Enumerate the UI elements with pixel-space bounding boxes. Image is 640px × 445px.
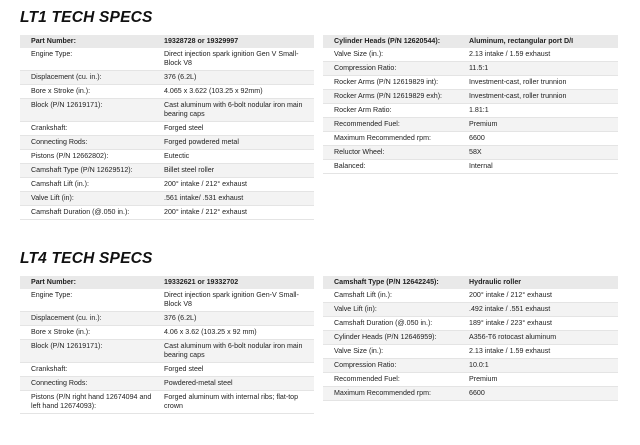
spec-value: 4.065 x 3.622 (103.25 x 92mm)	[160, 85, 314, 99]
spec-row	[20, 178, 314, 192]
spec-row	[20, 206, 314, 220]
spec-value: 200° intake / 212° exhaust	[160, 206, 314, 220]
spec-value: Cast aluminum with 6-bolt nodular iron main bearing caps	[160, 340, 314, 363]
spec-label: Camshaft Type (P/N 12642245):	[323, 276, 465, 289]
spec-value: 376 (6.2L)	[160, 71, 314, 85]
spec-value: 11.5:1	[465, 62, 618, 76]
spec-label: Rocker Arms (P/N 12619829 int):	[323, 76, 465, 90]
spec-header-row	[20, 276, 314, 289]
spec-value: Hydraulic roller	[465, 276, 618, 289]
lt1-specs-table-left	[20, 35, 314, 220]
spec-value: Direct injection spark ignition Gen-V Small-Block V8	[160, 289, 314, 312]
spec-label: Block (P/N 12619171):	[20, 99, 160, 122]
spec-label: Crankshaft:	[20, 363, 160, 377]
spec-row	[323, 146, 618, 160]
spec-row	[323, 359, 618, 373]
lt4-specs-table-right	[323, 276, 618, 401]
spec-value: 6600	[465, 387, 618, 401]
spec-header-row	[20, 35, 314, 48]
spec-value: 19332621 or 19332702	[160, 276, 314, 289]
spec-label: Part Number:	[20, 35, 160, 48]
spec-label: Part Number:	[20, 276, 160, 289]
spec-row	[20, 48, 314, 71]
spec-value: 2.13 intake / 1.59 exhaust	[465, 48, 618, 62]
spec-value: Investment-cast, roller trunnion	[465, 90, 618, 104]
spec-label: Connecting Rods:	[20, 377, 160, 391]
spec-value: Internal	[465, 160, 618, 174]
spec-value: Eutectic	[160, 150, 314, 164]
spec-header-row	[323, 35, 618, 48]
spec-row	[323, 118, 618, 132]
spec-value: Direct injection spark ignition Gen V Small-Block V8	[160, 48, 314, 71]
spec-value: 200° intake / 212° exhaust	[160, 178, 314, 192]
spec-row	[323, 62, 618, 76]
spec-row	[323, 373, 618, 387]
spec-row	[323, 303, 618, 317]
spec-row	[323, 317, 618, 331]
spec-label: Compression Ratio:	[323, 62, 465, 76]
spec-label: Camshaft Duration (@.050 in.):	[20, 206, 160, 220]
spec-value: 10.0:1	[465, 359, 618, 373]
spec-label: Bore x Stroke (in.):	[20, 326, 160, 340]
spec-row	[323, 160, 618, 174]
spec-row	[20, 377, 314, 391]
spec-label: Displacement (cu. in.):	[20, 312, 160, 326]
spec-value: 200° intake / 212° exhaust	[465, 289, 618, 303]
spec-row	[20, 85, 314, 99]
lt4-specs-table-left	[20, 276, 314, 414]
spec-value: Billet steel roller	[160, 164, 314, 178]
spec-row	[20, 340, 314, 363]
spec-value: 2.13 intake / 1.59 exhaust	[465, 345, 618, 359]
spec-row	[20, 363, 314, 377]
spec-row	[323, 345, 618, 359]
spec-label: Maximum Recommended rpm:	[323, 387, 465, 401]
spec-row	[20, 391, 314, 414]
spec-row	[323, 387, 618, 401]
spec-value: Forged aluminum with internal ribs; flat-top crown	[160, 391, 314, 414]
spec-value: Investment-cast, roller trunnion	[465, 76, 618, 90]
spec-row	[323, 289, 618, 303]
spec-value: 19328728 or 19329997	[160, 35, 314, 48]
spec-value: Forged steel	[160, 363, 314, 377]
spec-label: Rocker Arms (P/N 12619829 exh):	[323, 90, 465, 104]
spec-row	[323, 76, 618, 90]
spec-label: Bore x Stroke (in.):	[20, 85, 160, 99]
spec-label: Displacement (cu. in.):	[20, 71, 160, 85]
spec-value: Premium	[465, 118, 618, 132]
spec-value: 58X	[465, 146, 618, 160]
spec-row	[20, 71, 314, 85]
spec-row	[20, 312, 314, 326]
spec-label: Maximum Recommended rpm:	[323, 132, 465, 146]
spec-row	[20, 122, 314, 136]
spec-value: .561 intake/ .531 exhaust	[160, 192, 314, 206]
spec-label: Connecting Rods:	[20, 136, 160, 150]
lt1-specs-table-right	[323, 35, 618, 174]
spec-label: Pistons (P/N right hand 12674094 and left hand 12674093):	[20, 391, 160, 414]
spec-label: Camshaft Duration (@.050 in.):	[323, 317, 465, 331]
spec-row	[20, 289, 314, 312]
spec-label: Valve Size (in.):	[323, 48, 465, 62]
spec-label: Recommended Fuel:	[323, 373, 465, 387]
spec-label: Pistons (P/N 12662802):	[20, 150, 160, 164]
spec-row	[323, 104, 618, 118]
spec-row	[20, 150, 314, 164]
spec-label: Camshaft Type (P/N 12629512):	[20, 164, 160, 178]
spec-value: Forged steel	[160, 122, 314, 136]
spec-label: Valve Lift (in):	[20, 192, 160, 206]
spec-label: Reluctor Wheel:	[323, 146, 465, 160]
spec-value: 376 (6.2L)	[160, 312, 314, 326]
spec-value: Powdered-metal steel	[160, 377, 314, 391]
spec-value: .492 intake / .551 exhaust	[465, 303, 618, 317]
spec-value: Cast aluminum with 6-bolt nodular iron main bearing caps	[160, 99, 314, 122]
spec-value: 1.81:1	[465, 104, 618, 118]
spec-value: A356-T6 rotocast aluminum	[465, 331, 618, 345]
spec-label: Balanced:	[323, 160, 465, 174]
spec-row	[323, 48, 618, 62]
spec-label: Cylinder Heads (P/N 12646959):	[323, 331, 465, 345]
spec-row	[20, 326, 314, 340]
spec-value: Forged powdered metal	[160, 136, 314, 150]
lt1-section-title: LT1 TECH SPECS	[20, 9, 153, 26]
spec-label: Valve Size (in.):	[323, 345, 465, 359]
spec-header-row	[323, 276, 618, 289]
spec-label: Recommended Fuel:	[323, 118, 465, 132]
spec-row	[20, 99, 314, 122]
spec-label: Valve Lift (in):	[323, 303, 465, 317]
spec-label: Engine Type:	[20, 48, 160, 71]
spec-label: Compression Ratio:	[323, 359, 465, 373]
spec-value: 189° intake / 223° exhaust	[465, 317, 618, 331]
spec-value: Aluminum, rectangular port D/I	[465, 35, 618, 48]
spec-label: Cylinder Heads (P/N 12620544):	[323, 35, 465, 48]
spec-label: Engine Type:	[20, 289, 160, 312]
spec-row	[20, 164, 314, 178]
spec-value: 4.06 x 3.62 (103.25 x 92 mm)	[160, 326, 314, 340]
spec-value: 6600	[465, 132, 618, 146]
spec-row	[323, 132, 618, 146]
spec-row	[20, 192, 314, 206]
spec-label: Block (P/N 12619171):	[20, 340, 160, 363]
lt4-section-title: LT4 TECH SPECS	[20, 250, 153, 267]
spec-label: Crankshaft:	[20, 122, 160, 136]
spec-row	[323, 331, 618, 345]
spec-label: Rocker Arm Ratio:	[323, 104, 465, 118]
spec-label: Camshaft Lift (in.):	[323, 289, 465, 303]
spec-label: Camshaft Lift (in.):	[20, 178, 160, 192]
spec-row	[20, 136, 314, 150]
spec-value: Premium	[465, 373, 618, 387]
spec-row	[323, 90, 618, 104]
